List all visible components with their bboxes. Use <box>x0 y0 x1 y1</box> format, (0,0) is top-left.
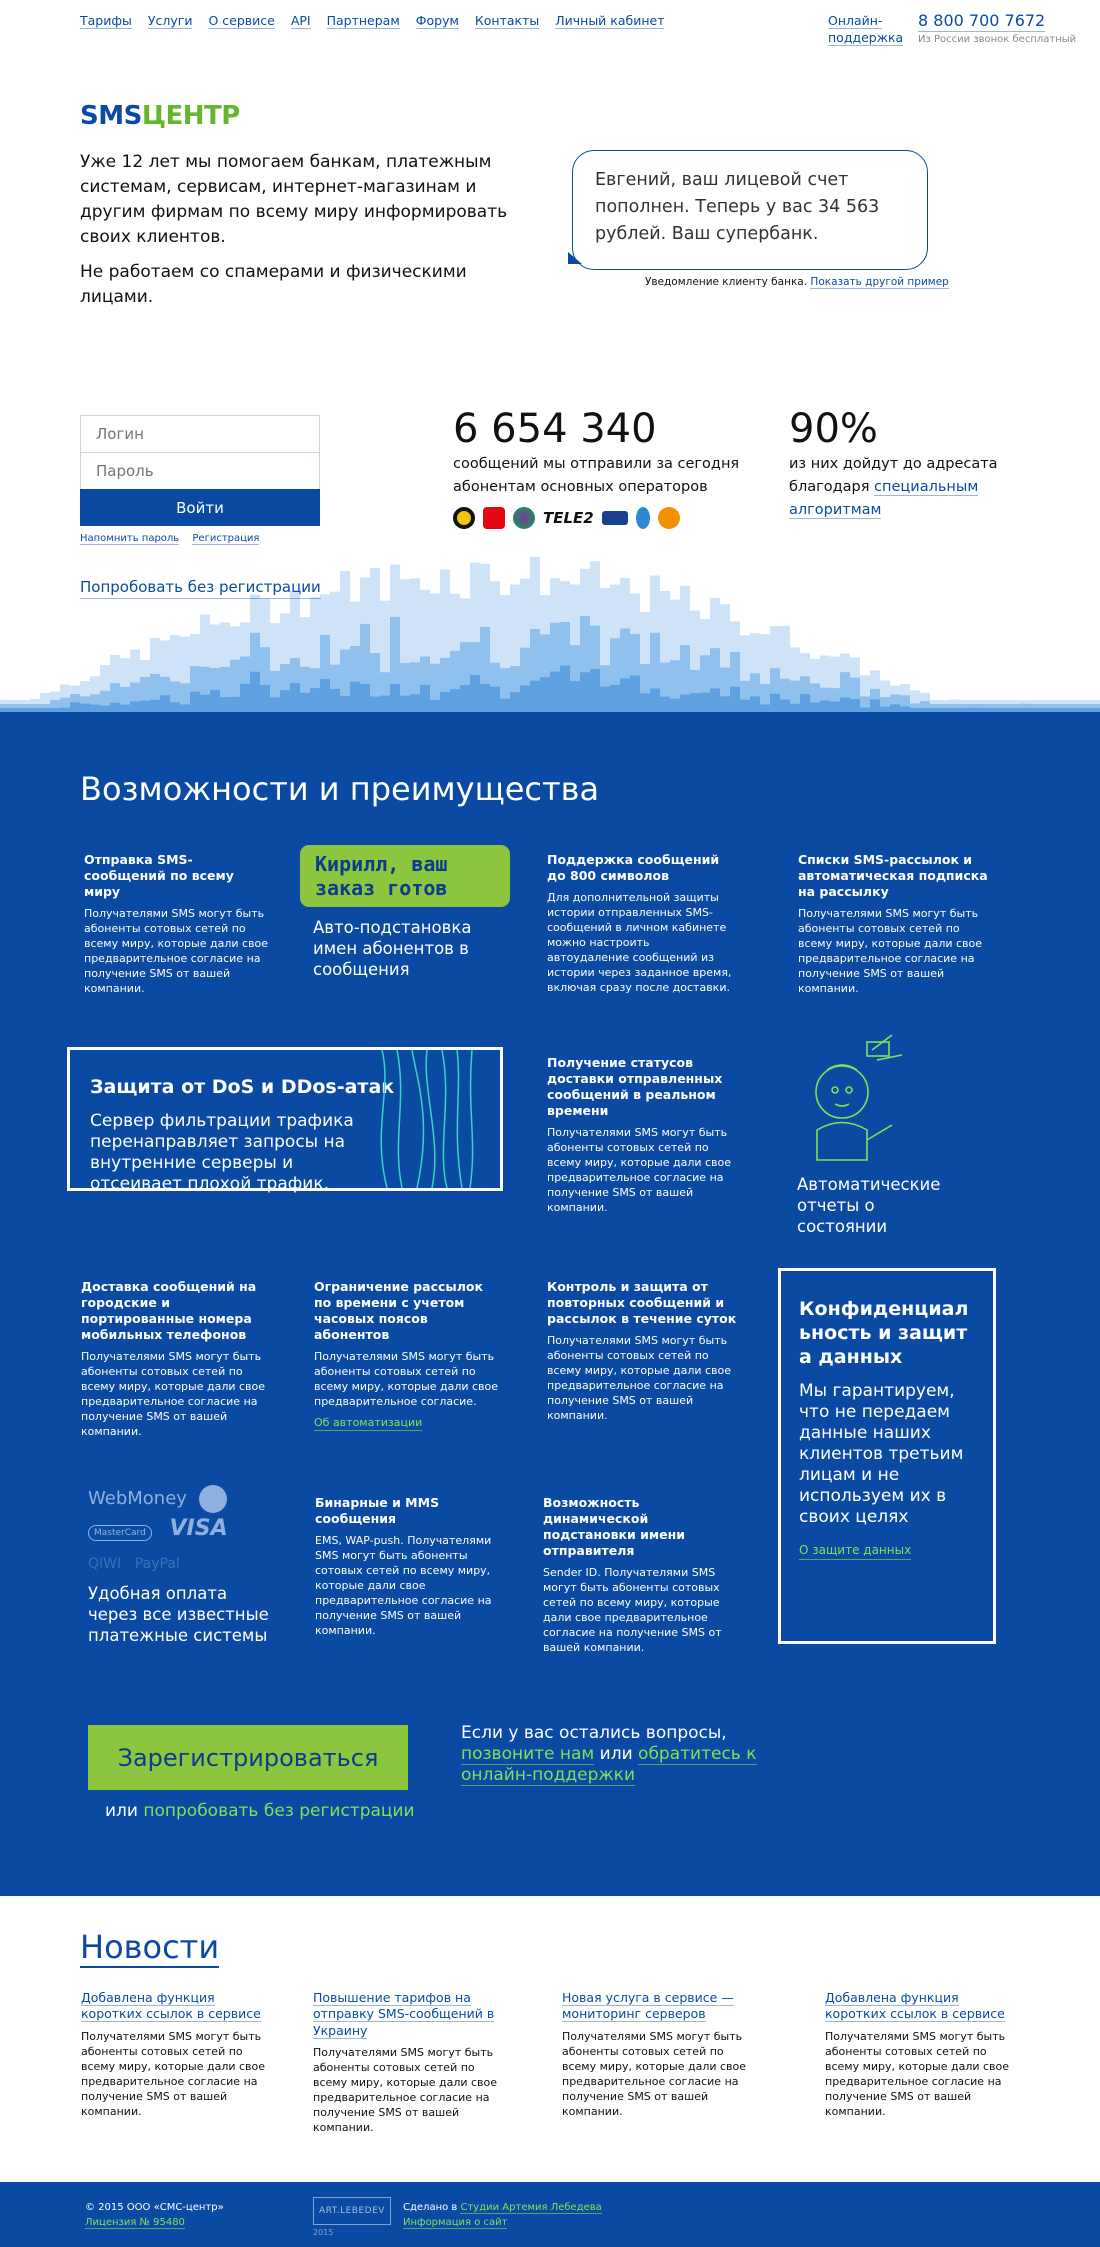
traffic-bar <box>130 702 140 712</box>
call-us-link[interactable]: позвоните нам <box>461 1744 595 1764</box>
feature-title: Контроль и защита от повторных сообщений и рассылок в течение суток <box>547 1279 737 1326</box>
traffic-bar <box>770 694 780 712</box>
traffic-bar <box>440 692 450 712</box>
automation-link[interactable]: Об автоматизации <box>314 1415 422 1431</box>
nav-partners[interactable]: Партнерам <box>326 13 400 28</box>
traffic-bar <box>680 695 690 712</box>
feature-desc: Получателями SMS могут быть абоненты сотовых сетей по всему миру, которые дали свое предварительное согласие. <box>314 1350 499 1408</box>
nav-about[interactable]: О сервисе <box>208 13 275 28</box>
login-form <box>80 415 320 546</box>
made-in: Сделано в <box>403 2202 458 2213</box>
traffic-bar <box>160 695 170 712</box>
traffic-bar <box>410 694 420 712</box>
traffic-bar <box>670 699 680 712</box>
nav-forum[interactable]: Форум <box>415 13 459 28</box>
traffic-bar <box>400 696 410 712</box>
traffic-bar <box>90 705 100 712</box>
stat-messages <box>453 405 753 529</box>
forgot-password-link[interactable]: Напомнить пароль <box>80 533 180 544</box>
bubble-note <box>645 275 949 290</box>
traffic-bar <box>220 697 230 712</box>
news-title: Новости <box>80 1928 220 1966</box>
ddos-desc: Сервер фильтрации трафика перенаправляет запросы на внутренние серверы и отсеивает плохой трафик. <box>90 1111 354 1194</box>
feature-desc: Получателями SMS могут быть абоненты сотовых сетей по всему миру, которые дали свое предварительное согласие на получение SMS от вашей компании. <box>84 907 269 995</box>
tele2-logo: TELE2 <box>543 508 594 527</box>
traffic-bar <box>600 687 610 712</box>
nav-contacts[interactable]: Контакты <box>474 13 540 28</box>
cables-illustration <box>362 1050 482 1188</box>
login-button[interactable]: Войти <box>80 489 320 526</box>
or-text: или <box>105 1801 138 1821</box>
feature-desc: Получателями SMS могут быть абоненты сотовых сетей по всему миру, которые дали свое предварительное согласие на получение SMS от вашей компании. <box>547 1126 732 1214</box>
traffic-bar <box>620 679 630 712</box>
traffic-bar <box>250 672 260 712</box>
traffic-bar <box>360 684 370 712</box>
privacy-desc: Мы гарантируем, что не передаем данные наших клиентов третьим лицам и не используем их в своих целях <box>799 1381 964 1527</box>
traffic-bar <box>760 704 770 712</box>
features-title: Возможности и преимущества <box>80 770 600 808</box>
nav-api[interactable]: API <box>290 13 311 28</box>
traffic-bar <box>810 702 820 712</box>
privacy-title: Конфиденциальность и защита данных <box>799 1298 969 1368</box>
traffic-bar <box>570 681 580 712</box>
license-link[interactable]: Лицензия № 95480 <box>85 2217 185 2228</box>
feature-desc: Получателями SMS могут быть абоненты сотовых сетей по всему миру, которые дали свое предварительное согласие на получение SMS от вашей компании. <box>798 907 983 995</box>
traffic-bar <box>210 690 220 712</box>
news-item <box>313 1990 503 2135</box>
news-item <box>81 1990 271 2119</box>
news-link[interactable]: Повышение тарифов на отправку SMS-сообщений в Украину <box>313 1990 495 2038</box>
traffic-bar <box>170 702 180 712</box>
intro <box>80 150 510 320</box>
feature-desc: Sender ID. Получателями SMS могут быть абоненты сотовых сетей по всему миру, которые дали свое предварительное согласие на получение SMS от вашей компании. <box>543 1566 722 1654</box>
traffic-bar <box>480 684 490 712</box>
payment-logos <box>88 1484 288 1579</box>
feature-time-limits <box>314 1279 499 1431</box>
intro-p2: Не работаем со спамерами и физическими лицами. <box>80 262 467 307</box>
help-or: или <box>599 1744 633 1764</box>
traffic-bar <box>80 704 90 712</box>
support-line1: Онлайн- <box>828 13 883 28</box>
feature-privacy-box <box>778 1268 996 1644</box>
traffic-bar <box>610 685 620 712</box>
sms-bubble: Евгений, ваш лицевой счет пополнен. Теперь у вас 34 563 рублей. Ваш супербанк. <box>572 150 928 270</box>
traffic-bar <box>230 697 240 712</box>
feature-title: Списки SMS-рассылок и автоматическая подписка на рассылку <box>798 852 988 899</box>
traffic-bar <box>300 693 310 712</box>
about-site-link[interactable]: Информация о сайт <box>403 2217 508 2228</box>
nav-services[interactable]: Услуги <box>147 13 193 28</box>
traffic-bar <box>490 687 500 712</box>
traffic-bar <box>150 700 160 712</box>
delivery-percent: 90% <box>789 406 878 452</box>
privacy-link[interactable]: О защите данных <box>799 1542 911 1560</box>
feature-desc: Получателями SMS могут быть абоненты сотовых сетей по всему миру, которые дали свое предварительное согласие на получение SMS от вашей компании. <box>547 1334 732 1422</box>
traffic-bar <box>350 682 360 712</box>
traffic-bar <box>820 701 830 712</box>
mts-logo <box>483 507 505 529</box>
feature-ddos-box <box>67 1047 503 1194</box>
try-without-registration-link[interactable]: Попробовать без регистрации <box>80 577 321 599</box>
footer <box>0 2182 1100 2247</box>
feature-subscription-lists <box>798 852 988 996</box>
intro-p1: Уже 12 лет мы помогаем банкам, платежным системам, сервисам, интернет-магазинам и другим фирмам по всему миру информировать своих клиентов. <box>80 152 508 247</box>
traffic-bar <box>700 693 710 712</box>
traffic-bar <box>520 685 530 712</box>
footer-credits <box>403 2200 602 2230</box>
phone-note: Из России звонок бесплатный <box>918 34 1077 45</box>
logo-part1: SMS <box>80 101 142 131</box>
traffic-bar <box>120 705 130 712</box>
support-line2: поддержка <box>828 30 904 45</box>
traffic-bar <box>740 700 750 712</box>
traffic-bar <box>240 684 250 712</box>
motiv-logo <box>602 511 628 525</box>
traffic-bar <box>730 687 740 712</box>
cta-or <box>105 1800 415 1824</box>
studio-year: 2015 <box>313 2228 334 2237</box>
news-desc: Получателями SMS могут быть абоненты сотовых сетей по всему миру, которые дали свое предварительное согласие на получение SMS от вашей компании. <box>825 2029 1010 2118</box>
show-another-example-link[interactable]: Показать другой пример <box>810 276 949 288</box>
news-desc: Получателями SMS могут быть абоненты сотовых сетей по всему миру, которые дали свое предварительное согласие на получение SMS от вашей компании. <box>81 2029 266 2118</box>
traffic-bar <box>330 689 340 712</box>
feature-worldwide <box>84 852 274 996</box>
feature-text: Авто-подстановка имен абонентов в сообщения <box>313 918 472 979</box>
online-support-link[interactable] <box>828 12 903 46</box>
news-link[interactable]: Добавлена функция коротких ссылок в сервисе <box>81 1990 261 2022</box>
traffic-bar <box>260 685 270 712</box>
traffic-bar <box>640 693 650 712</box>
traffic-bar <box>430 700 440 712</box>
traffic-bar <box>750 696 760 712</box>
feature-desc: EMS, WAP-push. Получателями SMS могут быть абоненты сотовых сетей по всему миру, которые дали свое предварительное согласие на получение SMS от вашей компании. <box>315 1534 492 1637</box>
traffic-bar <box>190 692 200 712</box>
qiwi-logo: QIWI <box>88 1556 122 1572</box>
traffic-bar <box>200 695 210 712</box>
webmoney-globe-icon <box>199 1485 227 1513</box>
feature-landline-delivery <box>81 1279 266 1439</box>
traffic-bar <box>800 694 810 712</box>
nav-tariffs[interactable]: Тарифы <box>80 13 132 28</box>
footer-company <box>85 2200 224 2230</box>
news-desc: Получателями SMS могут быть абоненты сотовых сетей по всему миру, которые дали свое предварительное согласие на получение SMS от вашей компании. <box>562 2029 747 2118</box>
messages-count: 6 654 340 <box>453 406 657 452</box>
algorithms-link[interactable]: специальным алгоритмам <box>789 479 979 518</box>
operator-logos <box>453 507 753 529</box>
traffic-bar <box>870 700 880 712</box>
traffic-bar <box>180 704 190 712</box>
traffic-bar <box>270 697 280 712</box>
help-block <box>461 1723 781 1786</box>
cta-try-link[interactable]: попробовать без регистрации <box>143 1801 415 1821</box>
traffic-bar <box>340 696 350 712</box>
traffic-bar <box>830 702 840 712</box>
traffic-bar <box>70 702 80 712</box>
traffic-bar <box>540 677 550 712</box>
traffic-bar <box>470 675 480 712</box>
traffic-bar <box>710 688 720 712</box>
messages-text: сообщений мы отправили за сегодня абонентам основных операторов <box>453 456 740 495</box>
feature-title: Получение статусов доставки отправленных сообщений в реальном времени <box>547 1055 723 1118</box>
megafon-logo <box>513 507 535 529</box>
features-section <box>0 712 1100 1896</box>
login-links <box>80 532 320 546</box>
logo[interactable] <box>80 98 240 134</box>
stat-delivery <box>789 405 1019 522</box>
feature-auto-reports <box>797 1030 997 1237</box>
beeline-logo <box>453 507 475 529</box>
traffic-bar <box>790 704 800 712</box>
traffic-bar <box>280 690 290 712</box>
news-item <box>562 1990 752 2119</box>
studio-link[interactable]: Студии Артемия Лебедева <box>460 2202 602 2213</box>
ddos-title: Защита от DoS и DDos-атак <box>90 1076 395 1098</box>
top-nav <box>80 12 676 30</box>
robot-illustration <box>797 1030 907 1170</box>
feature-sender-id <box>543 1495 738 1655</box>
traffic-bar <box>310 688 320 712</box>
news-desc: Получателями SMS могут быть абоненты сотовых сетей по всему миру, которые дали свое предварительное согласие на получение SMS от вашей компании. <box>313 2046 498 2135</box>
feature-title: Доставка сообщений на городские и портированные номера мобильных телефонов <box>81 1279 257 1342</box>
traffic-bar <box>420 685 430 712</box>
traffic-bar <box>590 669 600 712</box>
traffic-bar <box>580 672 590 712</box>
traffic-bar <box>370 697 380 712</box>
feature-title: Поддержка сообщений до 800 символов <box>547 852 720 883</box>
webmoney-logo: WebMoney <box>88 1488 187 1509</box>
feature-payments <box>88 1484 288 1646</box>
name-card: Кирилл, ваш заказ готов <box>300 845 510 907</box>
traffic-bar <box>500 699 510 712</box>
delivery-text-main: из них дойдут до адресата благодаря <box>789 456 998 495</box>
traffic-bar <box>320 679 330 712</box>
feature-desc: Получателями SMS могут быть абоненты сотовых сетей по всему миру, которые дали свое предварительное согласие на получение SMS от вашей компании. <box>81 1350 266 1438</box>
news-item <box>825 1990 1015 2119</box>
feature-repeat-control <box>547 1279 737 1423</box>
feature-title: Возможность динамической подстановки имени отправителя <box>543 1495 685 1558</box>
help-text: Если у вас остались вопросы, <box>461 1723 727 1743</box>
traffic-bar <box>550 672 560 712</box>
visa-logo: VISA <box>169 1516 228 1541</box>
login-input[interactable] <box>80 415 320 452</box>
traffic-bar <box>720 696 730 712</box>
feature-delivery-statuses <box>547 1055 737 1215</box>
news-link[interactable]: Новая услуга в сервисе — мониторинг серверов <box>562 1990 734 2022</box>
traffic-bar <box>650 689 660 712</box>
traffic-bar <box>510 692 520 712</box>
traffic-bar <box>290 683 300 712</box>
bubble-tail <box>568 252 582 264</box>
traffic-bar <box>390 684 400 712</box>
traffic-bar <box>850 699 860 712</box>
feature-title: Ограничение рассылок по времени с учетом часовых поясов абонентов <box>314 1279 483 1342</box>
feature-title: Бинарные и MMS сообщения <box>315 1495 440 1526</box>
bubble-note-text: Уведомление клиенту банка. <box>645 276 808 288</box>
feature-binary-mms <box>315 1495 510 1638</box>
traffic-bar <box>690 693 700 712</box>
phone-link[interactable]: 8 800 700 7672 <box>918 11 1046 30</box>
nav-account[interactable]: Личный кабинет <box>555 13 665 28</box>
feature-title: Отправка SMS-сообщений по всему миру <box>84 852 234 899</box>
traffic-bar <box>450 689 460 712</box>
mastercard-logo: MasterCard <box>88 1525 152 1541</box>
traffic-bar <box>380 696 390 712</box>
traffic-graph <box>0 520 1100 712</box>
feature-800-chars <box>547 852 732 995</box>
register-button[interactable]: Зарегистрироваться <box>88 1725 408 1790</box>
feature-desc: Для дополнительной защиты истории отправленных SMS-сообщений в личном кабинете можно настроить автоудаление сообщений из истории через заданное время, включая сразу после доставки. <box>547 891 732 994</box>
traffic-bar <box>630 676 640 712</box>
traffic-bar <box>780 700 790 712</box>
traffic-bar <box>110 703 120 712</box>
feature-text: Удобная оплата через все известные платежные системы <box>88 1584 269 1645</box>
traffic-bar <box>840 697 850 712</box>
traffic-bar <box>660 697 670 712</box>
studio-logo[interactable]: ART.LEBEDEV <box>313 2197 391 2225</box>
feature-name-substitution <box>300 845 510 980</box>
rostelecom-logo <box>636 507 650 529</box>
logo-part2: ЦЕНТР <box>141 101 240 131</box>
paypal-logo: PayPal <box>134 1556 180 1572</box>
contact-support-link[interactable]: обратитесь к онлайн-поддержки <box>461 1744 757 1785</box>
news-link[interactable]: Добавлена функция коротких ссылок в сервисе <box>825 1990 1005 2022</box>
register-link[interactable]: Регистрация <box>192 533 260 544</box>
feature-text: Автоматические отчеты о состоянии <box>797 1175 941 1237</box>
traffic-bar <box>890 704 900 712</box>
traffic-bar <box>530 681 540 712</box>
traffic-bar <box>460 685 470 712</box>
copyright: © 2015 ООО «СМС-центр» <box>85 2202 224 2213</box>
smarts-logo <box>658 507 680 529</box>
delivery-text <box>789 453 1019 522</box>
password-input[interactable] <box>80 452 320 489</box>
traffic-bar <box>560 666 570 712</box>
traffic-bar <box>140 701 150 712</box>
